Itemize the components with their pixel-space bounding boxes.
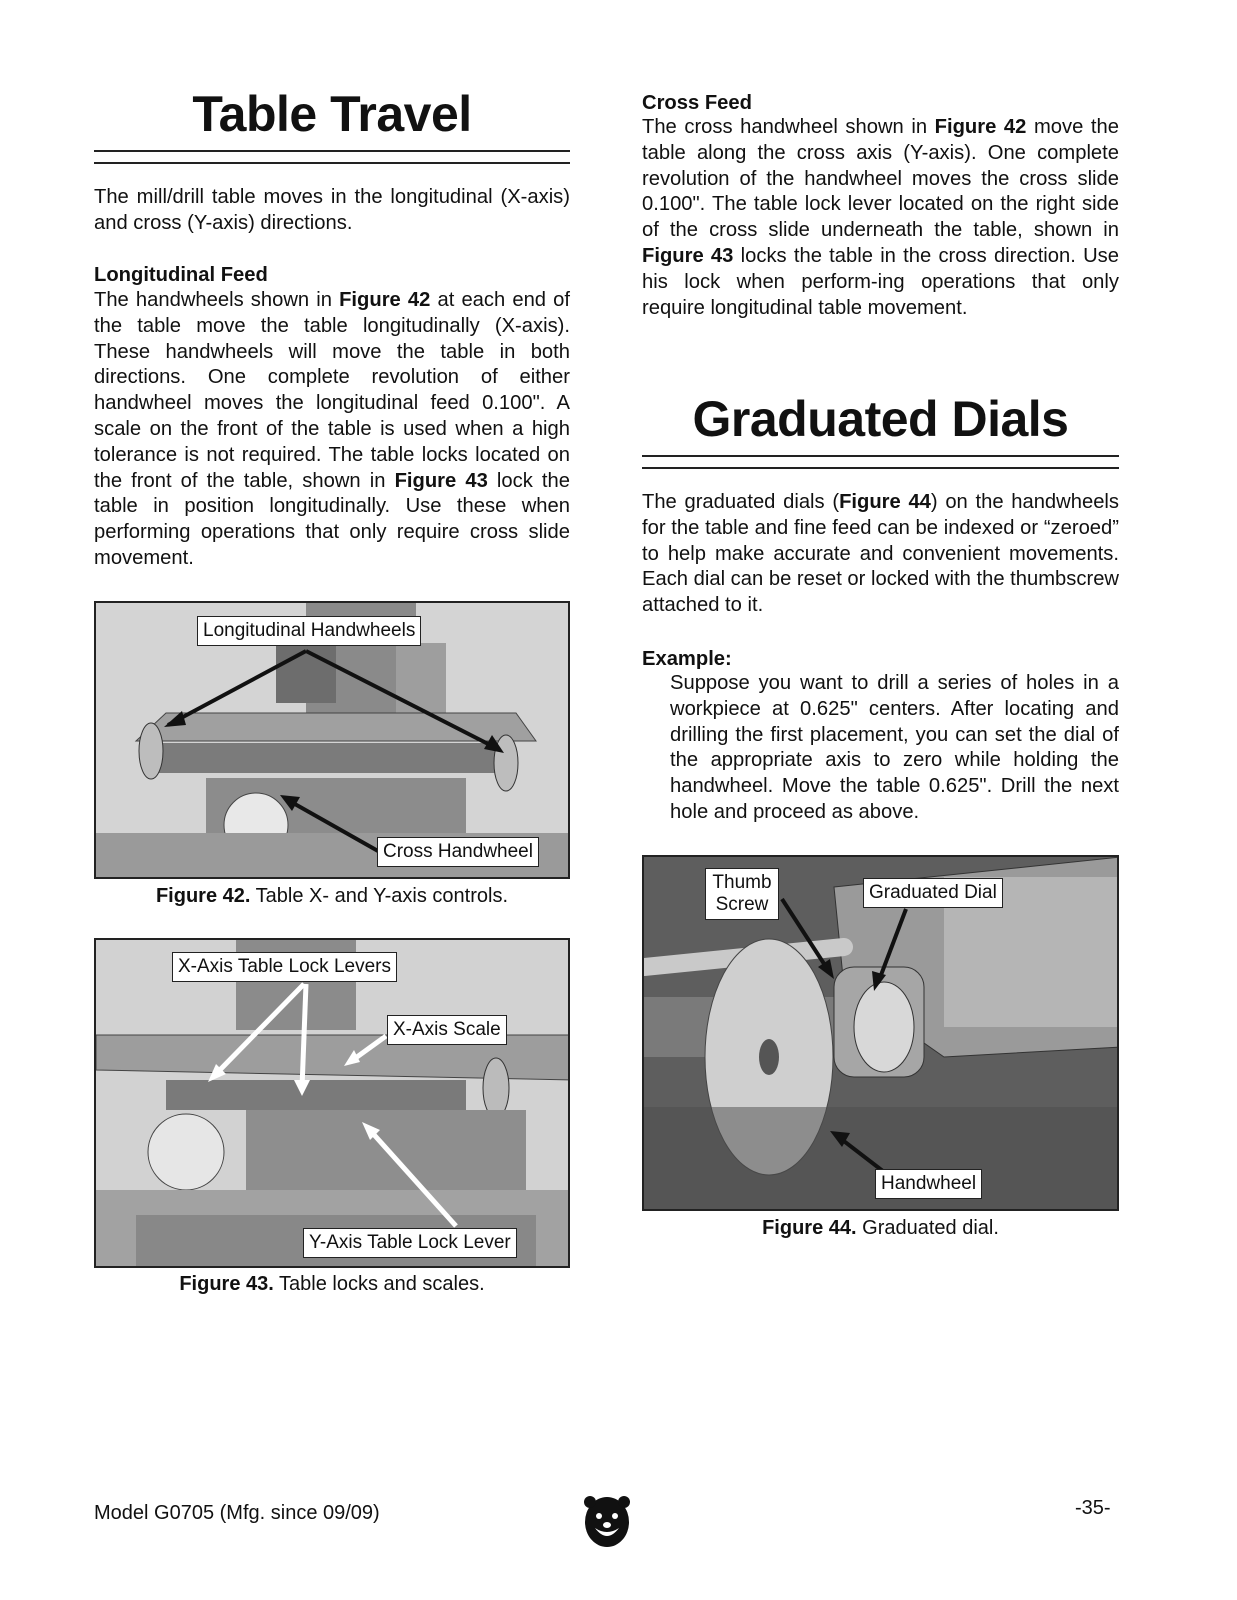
callout-x-axis-table-lock-levers: X-Axis Table Lock Levers xyxy=(172,952,397,982)
section-title-graduated-dials: Graduated Dials xyxy=(692,391,1069,447)
title-rule xyxy=(642,455,1119,469)
page-number: -35- xyxy=(1075,1497,1111,1519)
figure-ref: Figure 43 xyxy=(642,244,734,267)
figure-ref: Figure 42 xyxy=(934,116,1027,138)
callout-longitudinal-handwheels: Longitudinal Handwheels xyxy=(197,616,421,646)
graduated-dials-paragraph: The graduated dials (Figure 44) on the handwheels for the table and fine feed can be indexed or “zeroed” to help make accurate and convenient movements. Each dial can be reset or locked with the thumbscrew attached to it. xyxy=(642,491,1119,617)
callout-graduated-dial: Graduated Dial xyxy=(863,878,1003,908)
section-title-table-travel: Table Travel xyxy=(192,86,472,142)
callout-x-axis-scale: X-Axis Scale xyxy=(387,1015,507,1045)
figure-ref: Figure 44 xyxy=(839,491,931,513)
example-heading: Example: xyxy=(642,648,732,670)
longitudinal-feed-paragraph: The handwheels shown in Figure 42 at each end of the table move the table longitudinally (X-axis). These handwheels will move the table in both directions. One complete revolution of either handwheel moves the longitudinal feed 0.100". A scale on the front of the table is used when a high tolerance is not required. The table locks located on the front of the table, shown in Figure 43 lock the table in position longitudinally. Use these when performing operations that only require cross slide movement. xyxy=(94,289,570,569)
intro-paragraph: The mill/drill table moves in the longitudinal (X-axis) and cross (Y-axis) directions. xyxy=(94,186,570,234)
figure-44-photo xyxy=(642,855,1119,1211)
footer-model: Model G0705 (Mfg. since 09/09) xyxy=(94,1502,380,1524)
longitudinal-feed-heading: Longitudinal Feed xyxy=(94,264,268,286)
bear-logo-icon xyxy=(582,1494,632,1550)
figure-42-caption: Figure 42. Table X- and Y-axis controls. xyxy=(155,885,509,907)
cross-feed-paragraph: The cross handwheel shown in Figure 42 move the table along the cross axis (Y-axis). One complete revolution of the handwheel moves the cross slide 0.100". The table lock lever located on the right side of the cross slide underneath the table, shown in Figure 43 locks the table in the cross direction. Use his lock when perform-ing operations that only require longitudinal table movement. xyxy=(642,116,1119,319)
callout-handwheel: Handwheel xyxy=(875,1169,982,1199)
callout-thumb-screw: Thumb Screw xyxy=(705,868,779,920)
figure-43-caption: Figure 43. Table locks and scales. xyxy=(179,1273,485,1295)
cross-feed-heading: Cross Feed xyxy=(642,92,752,114)
title-rule xyxy=(94,150,570,164)
example-paragraph: Suppose you want to drill a series of holes in a workpiece at 0.625" centers. After locating and drilling the first placement, you can set the dial of the appropriate axis to zero while holding the handwheel. Move the table 0.625". Drill the next hole and proceed as above. xyxy=(670,672,1119,823)
figure-43-photo xyxy=(94,938,570,1268)
callout-cross-handwheel: Cross Handwheel xyxy=(377,837,539,867)
callout-y-axis-table-lock-lever: Y-Axis Table Lock Lever xyxy=(303,1228,517,1258)
figure-44-caption: Figure 44. Graduated dial. xyxy=(762,1217,999,1239)
figure-ref: Figure 43 xyxy=(394,469,488,492)
figure-ref: Figure 42 xyxy=(339,289,431,311)
table-locks-illustration xyxy=(96,940,570,1268)
figure-42-photo xyxy=(94,601,570,879)
